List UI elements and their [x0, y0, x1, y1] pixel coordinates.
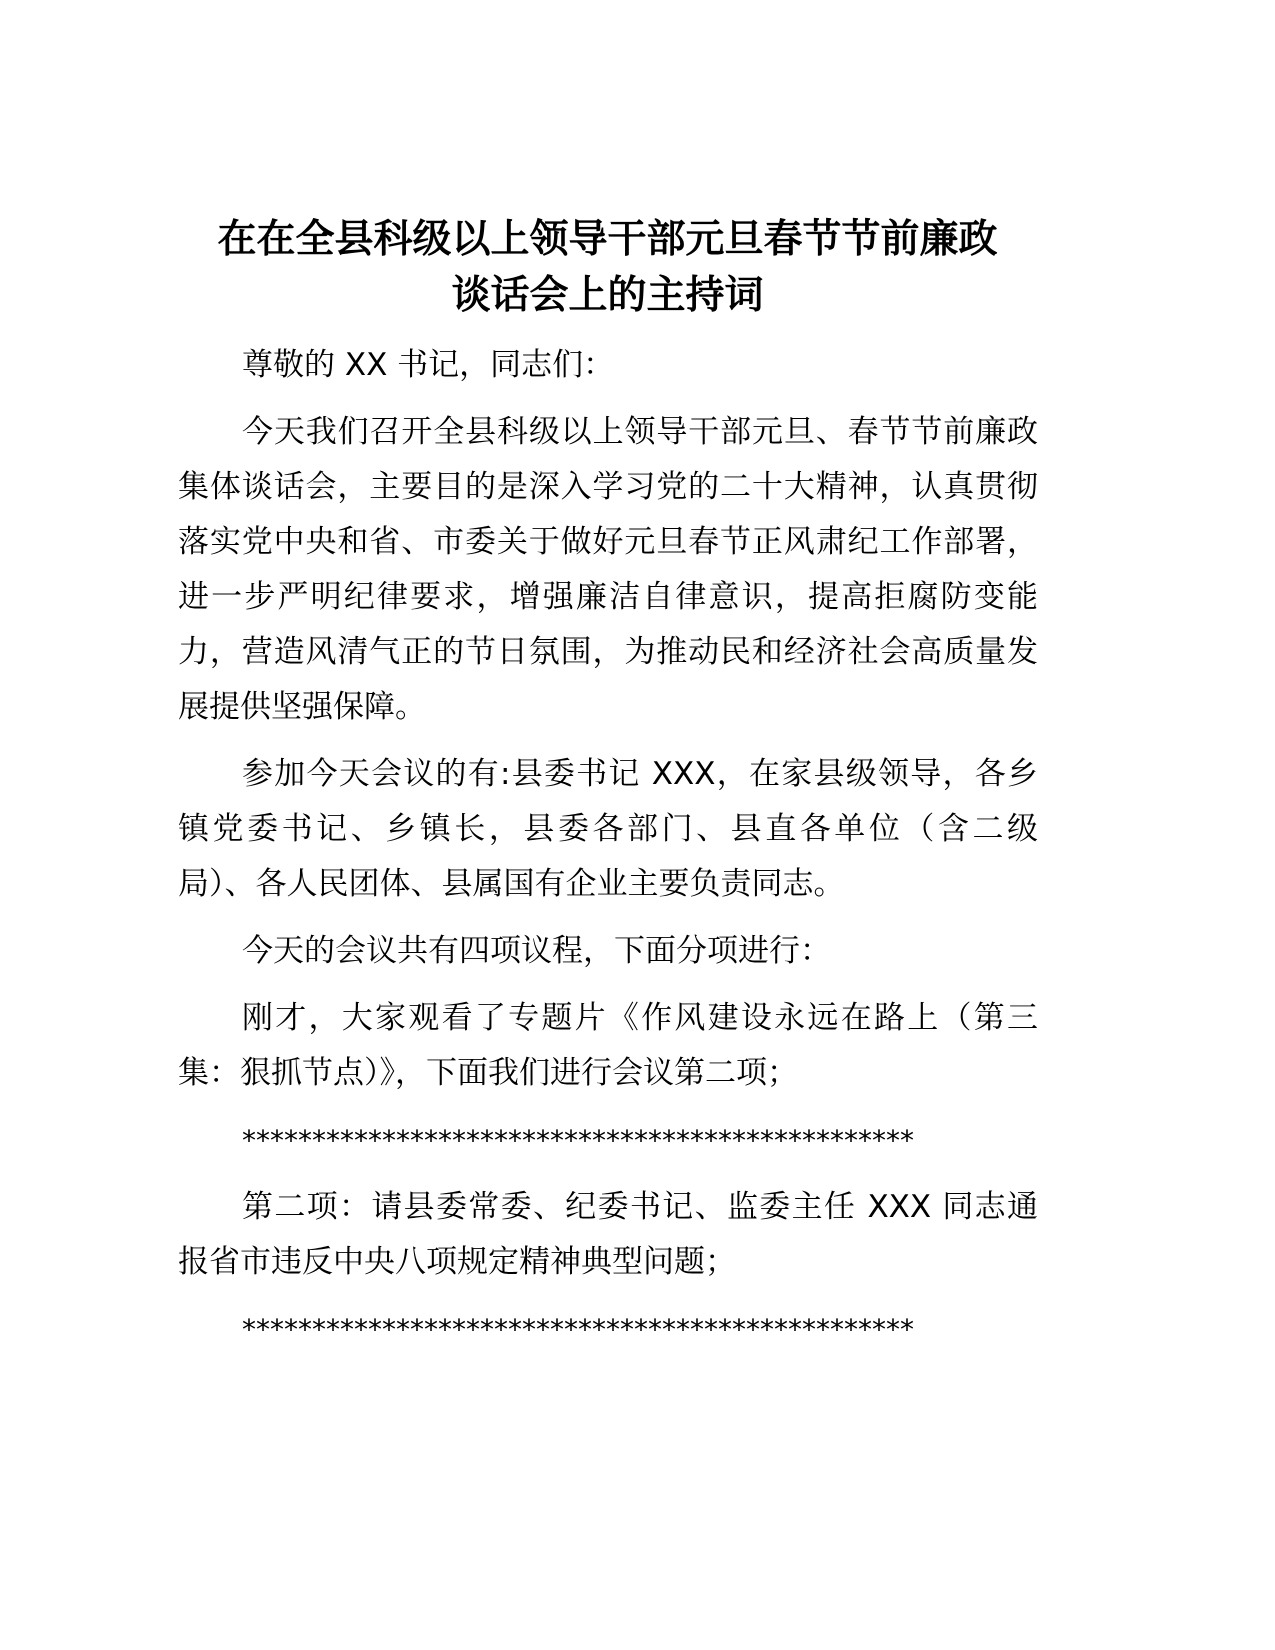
paragraph-line: 局）、各人民团体、县属国有企业主要负责同志。: [178, 866, 845, 902]
paragraph-line: 尊敬的 XX 书记，同志们：: [242, 347, 615, 383]
paragraph-line: 第二项：请县委常委、纪委书记、监委主任 XXX 同志通: [242, 1189, 1038, 1225]
paragraph-line: 展提供坚强保障。: [178, 689, 426, 725]
paragraph: [178, 405, 1038, 735]
paragraph: [178, 1180, 1038, 1290]
separator-text: ************************************************: [242, 1313, 914, 1346]
paragraph-line: 参加今天会议的有:县委书记 XXX，在家县级领导，各乡: [242, 756, 1038, 792]
paragraph: [178, 924, 1038, 979]
paragraph-line: 镇党委书记、乡镇长，县委各部门、县直各单位（含二级: [178, 811, 1038, 847]
paragraph: [178, 747, 1038, 912]
title-line-2: 谈话会上的主持词: [451, 273, 764, 318]
separator-stars: [178, 1113, 1038, 1168]
paragraph-line: 集体谈话会，主要目的是深入学习党的二十大精神，认真贯彻: [178, 469, 1038, 505]
paragraph-line: 进一步严明纪律要求，增强廉洁自律意识，提高拒腐防变能: [178, 579, 1038, 615]
paragraph-line: 报省市违反中央八项规定精神典型问题；: [178, 1244, 736, 1280]
paragraph-line: 落实党中央和省、市委关于做好元旦春节正风肃纪工作部署，: [178, 524, 1038, 560]
paragraph-line: 力，营造风清气正的节日氛围，为推动民和经济社会高质量发: [178, 634, 1038, 670]
document-title: [0, 212, 1215, 324]
paragraph-line: 刚才，大家观看了专题片《作风建设永远在路上（第三: [242, 1000, 1038, 1036]
paragraph: [178, 991, 1038, 1101]
separator-stars: [178, 1302, 1038, 1357]
paragraph-line: 今天我们召开全县科级以上领导干部元旦、春节节前廉政: [242, 414, 1038, 450]
document-body: [178, 338, 1038, 1369]
separator-text: ************************************************: [242, 1124, 914, 1157]
title-line-1: 在在全县科级以上领导干部元旦春节节前廉政: [217, 217, 998, 262]
paragraph-line: 今天的会议共有四项议程，下面分项进行：: [242, 933, 831, 969]
paragraph: [178, 338, 1038, 393]
paragraph-line: 集：狠抓节点）》，下面我们进行会议第二项；: [178, 1055, 798, 1091]
